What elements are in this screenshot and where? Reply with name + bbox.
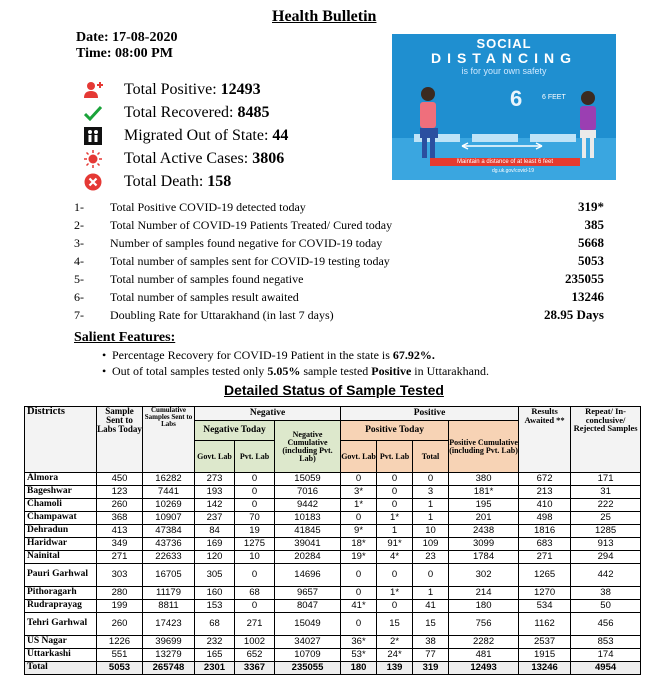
district-name: Haridwar: [25, 538, 97, 551]
table-cell: 39699: [143, 636, 195, 649]
district-name: Champawat: [25, 512, 97, 525]
table-cell: 0: [235, 486, 275, 499]
table-cell: 260: [97, 499, 143, 512]
table-cell: 10: [235, 551, 275, 564]
table-cell: 201: [449, 512, 519, 525]
col-negative: Negative: [195, 407, 341, 421]
table-cell: 1162: [519, 613, 571, 636]
table-cell: 0: [377, 499, 413, 512]
table-cell: 260: [97, 613, 143, 636]
table-row: [25, 636, 641, 649]
table-cell: 1816: [519, 525, 571, 538]
col-positive-today: Positive Today: [341, 421, 449, 441]
poster-feet: 6 FEET: [542, 94, 566, 101]
table-cell: 4954: [571, 662, 641, 675]
table-cell: 273: [195, 473, 235, 486]
list-item: 1- Total Positive COVID-19 detected today 319*: [74, 199, 604, 214]
col-cumulative-sent: Cumulative Samples Sent to Labs: [143, 407, 195, 473]
table-cell: 1: [413, 512, 449, 525]
col-sent-today: Sample Sent to Labs Today: [97, 407, 143, 473]
list-item: 6- Total number of samples result awaited 13246: [74, 289, 604, 304]
table-cell: 41*: [341, 600, 377, 613]
table-cell: 3: [413, 486, 449, 499]
district-name: Nainital: [25, 551, 97, 564]
col-repeat-rejected: Repeat/ In-conclusive/ Rejected Samples: [571, 407, 641, 473]
table-cell: 43736: [143, 538, 195, 551]
table-cell: 53*: [341, 649, 377, 662]
table-cell: 534: [519, 600, 571, 613]
table-cell: 237: [195, 512, 235, 525]
salient-bullet-positivity: • Out of total samples tested only 5.05% sample tested Positive in Uttarakhand.: [112, 364, 489, 379]
table-cell: 16705: [143, 564, 195, 587]
table-cell: 913: [571, 538, 641, 551]
table-cell: 271: [97, 551, 143, 564]
table-cell: 8047: [275, 600, 341, 613]
table-cell: 0: [235, 473, 275, 486]
table-cell: 10269: [143, 499, 195, 512]
table-cell: 1*: [341, 499, 377, 512]
table-cell: 1915: [519, 649, 571, 662]
table-row: [25, 525, 641, 538]
table-cell: 19: [235, 525, 275, 538]
district-name: Bageshwar: [25, 486, 97, 499]
list-item: 2- Total Number of COVID-19 Patients Treated/ Cured today 385: [74, 217, 604, 232]
table-cell: 8811: [143, 600, 195, 613]
table-cell: 5053: [97, 662, 143, 675]
table-cell: 199: [97, 600, 143, 613]
table-cell: 652: [235, 649, 275, 662]
table-cell: 1: [377, 525, 413, 538]
col-pos-pvt-lab: Pvt. Lab: [377, 441, 413, 473]
col-neg-govt-lab: Govt. Lab: [195, 441, 235, 473]
table-cell: 31: [571, 486, 641, 499]
table-row: [25, 587, 641, 600]
table-cell: 36*: [341, 636, 377, 649]
summary-total-recovered: Total Recovered: 8485: [82, 101, 288, 124]
social-distancing-poster: [392, 34, 616, 180]
district-name: Uttarkashi: [25, 649, 97, 662]
table-cell: 294: [571, 551, 641, 564]
table-cell: 1: [413, 587, 449, 600]
table-cell: 0: [413, 473, 449, 486]
district-name: US Nagar: [25, 636, 97, 649]
migration-icon: [82, 126, 104, 146]
table-cell: 756: [449, 613, 519, 636]
table-cell: 3*: [341, 486, 377, 499]
table-cell: 214: [449, 587, 519, 600]
table-cell: 13246: [519, 662, 571, 675]
table-cell: 235055: [275, 662, 341, 675]
table-cell: 683: [519, 538, 571, 551]
table-cell: 0: [341, 564, 377, 587]
poster-banner: Maintain a distance of at least 6 feet: [430, 158, 580, 166]
table-row: [25, 613, 641, 636]
col-pos-govt-lab: Govt. Lab: [341, 441, 377, 473]
table-row: [25, 499, 641, 512]
table-row: [25, 486, 641, 499]
table-cell: 305: [195, 564, 235, 587]
daily-stats-list: [74, 198, 604, 324]
table-cell: 3099: [449, 538, 519, 551]
table-cell: 109: [413, 538, 449, 551]
table-cell: 1226: [97, 636, 143, 649]
table-cell: 232: [195, 636, 235, 649]
table-cell: 1285: [571, 525, 641, 538]
table-cell: 672: [519, 473, 571, 486]
table-cell: 84: [195, 525, 235, 538]
table-cell: 120: [195, 551, 235, 564]
col-negative-cumulative: Negative Cumulative (including Pvt. Lab): [275, 421, 341, 473]
table-cell: 15059: [275, 473, 341, 486]
col-negative-today: Negative Today: [195, 421, 275, 441]
district-name: Almora: [25, 473, 97, 486]
table-cell: 139: [377, 662, 413, 675]
bulletin-date: Date: 17-08-2020: [76, 30, 178, 45]
table-cell: 142: [195, 499, 235, 512]
table-cell: 7016: [275, 486, 341, 499]
table-cell: 20284: [275, 551, 341, 564]
table-row: [25, 538, 641, 551]
table-row: [25, 564, 641, 587]
table-cell: 181*: [449, 486, 519, 499]
table-cell: 91*: [377, 538, 413, 551]
table-cell: 10709: [275, 649, 341, 662]
person-add-icon: [82, 80, 104, 100]
table-cell: 0: [377, 564, 413, 587]
salient-features-heading: Salient Features:: [74, 330, 176, 345]
table-cell: 3367: [235, 662, 275, 675]
virus-icon: [82, 149, 104, 169]
table-cell: 10907: [143, 512, 195, 525]
poster-line1: SOCIAL: [476, 36, 532, 51]
detailed-status-heading: Detailed Status of Sample Tested: [224, 382, 444, 398]
table-cell: 12493: [449, 662, 519, 675]
table-cell: 380: [449, 473, 519, 486]
table-cell: 349: [97, 538, 143, 551]
col-neg-pvt-lab: Pvt. Lab: [235, 441, 275, 473]
table-body: [25, 473, 641, 675]
district-name: Total: [25, 662, 97, 675]
table-cell: 47384: [143, 525, 195, 538]
table-cell: 15049: [275, 613, 341, 636]
table-row: [25, 600, 641, 613]
list-item: 5- Total number of samples found negative 235055: [74, 271, 604, 286]
district-name: Pauri Garhwal: [25, 564, 97, 587]
salient-bullet-recovery: • Percentage Recovery for COVID-19 Patient in the state is 67.92%.: [112, 348, 435, 363]
svg-text:6: 6: [510, 86, 523, 111]
summary-active-cases: Total Active Cases: 3806: [82, 147, 288, 170]
table-row: [25, 662, 641, 675]
table-cell: 14696: [275, 564, 341, 587]
table-cell: 213: [519, 486, 571, 499]
table-cell: 34027: [275, 636, 341, 649]
table-cell: 153: [195, 600, 235, 613]
table-cell: 0: [341, 613, 377, 636]
table-cell: 271: [519, 551, 571, 564]
table-cell: 0: [377, 486, 413, 499]
table-cell: 0: [341, 587, 377, 600]
col-results-awaited: Results Awaited **: [519, 407, 571, 473]
table-cell: 0: [413, 564, 449, 587]
table-cell: 280: [97, 587, 143, 600]
table-cell: 1275: [235, 538, 275, 551]
poster-line2: DISTANCING: [430, 50, 578, 66]
table-cell: 410: [519, 499, 571, 512]
table-cell: 10: [413, 525, 449, 538]
table-cell: 0: [235, 499, 275, 512]
table-cell: 271: [235, 613, 275, 636]
list-item: 7- Doubling Rate for Uttarakhand (in last 7 days) 28.95 Days: [74, 307, 604, 322]
table-cell: 68: [195, 613, 235, 636]
table-cell: 25: [571, 512, 641, 525]
table-cell: 41: [413, 600, 449, 613]
table-cell: 4*: [377, 551, 413, 564]
table-row: [25, 551, 641, 564]
table-row: [25, 473, 641, 486]
table-cell: 1*: [377, 512, 413, 525]
table-cell: 2438: [449, 525, 519, 538]
district-name: Rudraprayag: [25, 600, 97, 613]
table-cell: 0: [341, 512, 377, 525]
table-cell: 265748: [143, 662, 195, 675]
table-cell: 442: [571, 564, 641, 587]
table-cell: 853: [571, 636, 641, 649]
table-cell: 303: [97, 564, 143, 587]
district-name: Pithoragarh: [25, 587, 97, 600]
table-cell: 9657: [275, 587, 341, 600]
table-cell: 50: [571, 600, 641, 613]
district-name: Tehri Garhwal: [25, 613, 97, 636]
table-cell: 2301: [195, 662, 235, 675]
table-cell: 38: [571, 587, 641, 600]
table-cell: 319: [413, 662, 449, 675]
summary-total-positive: Total Positive: 12493: [82, 78, 288, 101]
cross-circle-icon: [82, 172, 104, 192]
table-cell: 180: [341, 662, 377, 675]
check-icon: [82, 103, 104, 123]
table-cell: 19*: [341, 551, 377, 564]
table-cell: 7441: [143, 486, 195, 499]
table-cell: 165: [195, 649, 235, 662]
table-cell: 23: [413, 551, 449, 564]
table-row: [25, 649, 641, 662]
table-cell: 0: [341, 473, 377, 486]
col-districts: Districts: [25, 407, 97, 473]
list-item: 4- Total number of samples sent for COVID-19 testing today 5053: [74, 253, 604, 268]
table-cell: 10183: [275, 512, 341, 525]
table-cell: 18*: [341, 538, 377, 551]
district-name: Dehradun: [25, 525, 97, 538]
table-cell: 222: [571, 499, 641, 512]
table-cell: 24*: [377, 649, 413, 662]
poster-line3: is for your own safety: [461, 66, 547, 76]
table-cell: 39041: [275, 538, 341, 551]
table-cell: 15: [413, 613, 449, 636]
district-name: Chamoli: [25, 499, 97, 512]
table-cell: 498: [519, 512, 571, 525]
summary-total-death: Total Death: 158: [82, 170, 288, 193]
table-cell: 2282: [449, 636, 519, 649]
table-cell: 0: [377, 600, 413, 613]
table-cell: 195: [449, 499, 519, 512]
table-cell: 0: [377, 473, 413, 486]
table-cell: 17423: [143, 613, 195, 636]
table-cell: 13279: [143, 649, 195, 662]
table-cell: 9442: [275, 499, 341, 512]
table-cell: 1002: [235, 636, 275, 649]
table-cell: 1270: [519, 587, 571, 600]
bulletin-time: Time: 08:00 PM: [76, 46, 173, 61]
district-status-table: [24, 406, 641, 675]
table-cell: 171: [571, 473, 641, 486]
table-cell: 1*: [377, 587, 413, 600]
table-cell: 0: [235, 600, 275, 613]
table-cell: 11179: [143, 587, 195, 600]
table-cell: 450: [97, 473, 143, 486]
table-cell: 77: [413, 649, 449, 662]
table-cell: 551: [97, 649, 143, 662]
page-title: Health Bulletin: [272, 8, 377, 25]
table-cell: 38: [413, 636, 449, 649]
table-cell: 16282: [143, 473, 195, 486]
table-cell: 481: [449, 649, 519, 662]
table-cell: 1265: [519, 564, 571, 587]
table-cell: 41845: [275, 525, 341, 538]
poster-url: dg.uk.gov/covid-19: [492, 168, 534, 174]
summary-stats: [82, 78, 288, 193]
table-cell: 174: [571, 649, 641, 662]
col-positive-cumulative: Positive Cumulative (including Pvt. Lab): [449, 421, 519, 473]
list-item: 3- Number of samples found negative for COVID-19 today 5668: [74, 235, 604, 250]
table-cell: 193: [195, 486, 235, 499]
table-cell: 1: [413, 499, 449, 512]
table-row: [25, 512, 641, 525]
table-cell: 1784: [449, 551, 519, 564]
table-cell: 180: [449, 600, 519, 613]
table-cell: 15: [377, 613, 413, 636]
table-cell: 9*: [341, 525, 377, 538]
table-cell: 413: [97, 525, 143, 538]
col-pos-total: Total: [413, 441, 449, 473]
table-cell: 68: [235, 587, 275, 600]
table-cell: 160: [195, 587, 235, 600]
table-cell: 169: [195, 538, 235, 551]
table-cell: 302: [449, 564, 519, 587]
table-cell: 456: [571, 613, 641, 636]
col-positive: Positive: [341, 407, 519, 421]
table-cell: 2537: [519, 636, 571, 649]
table-cell: 0: [235, 564, 275, 587]
summary-migrated: Migrated Out of State: 44: [82, 124, 288, 147]
table-cell: 70: [235, 512, 275, 525]
table-cell: 2*: [377, 636, 413, 649]
table-cell: 368: [97, 512, 143, 525]
table-cell: 22633: [143, 551, 195, 564]
table-cell: 123: [97, 486, 143, 499]
